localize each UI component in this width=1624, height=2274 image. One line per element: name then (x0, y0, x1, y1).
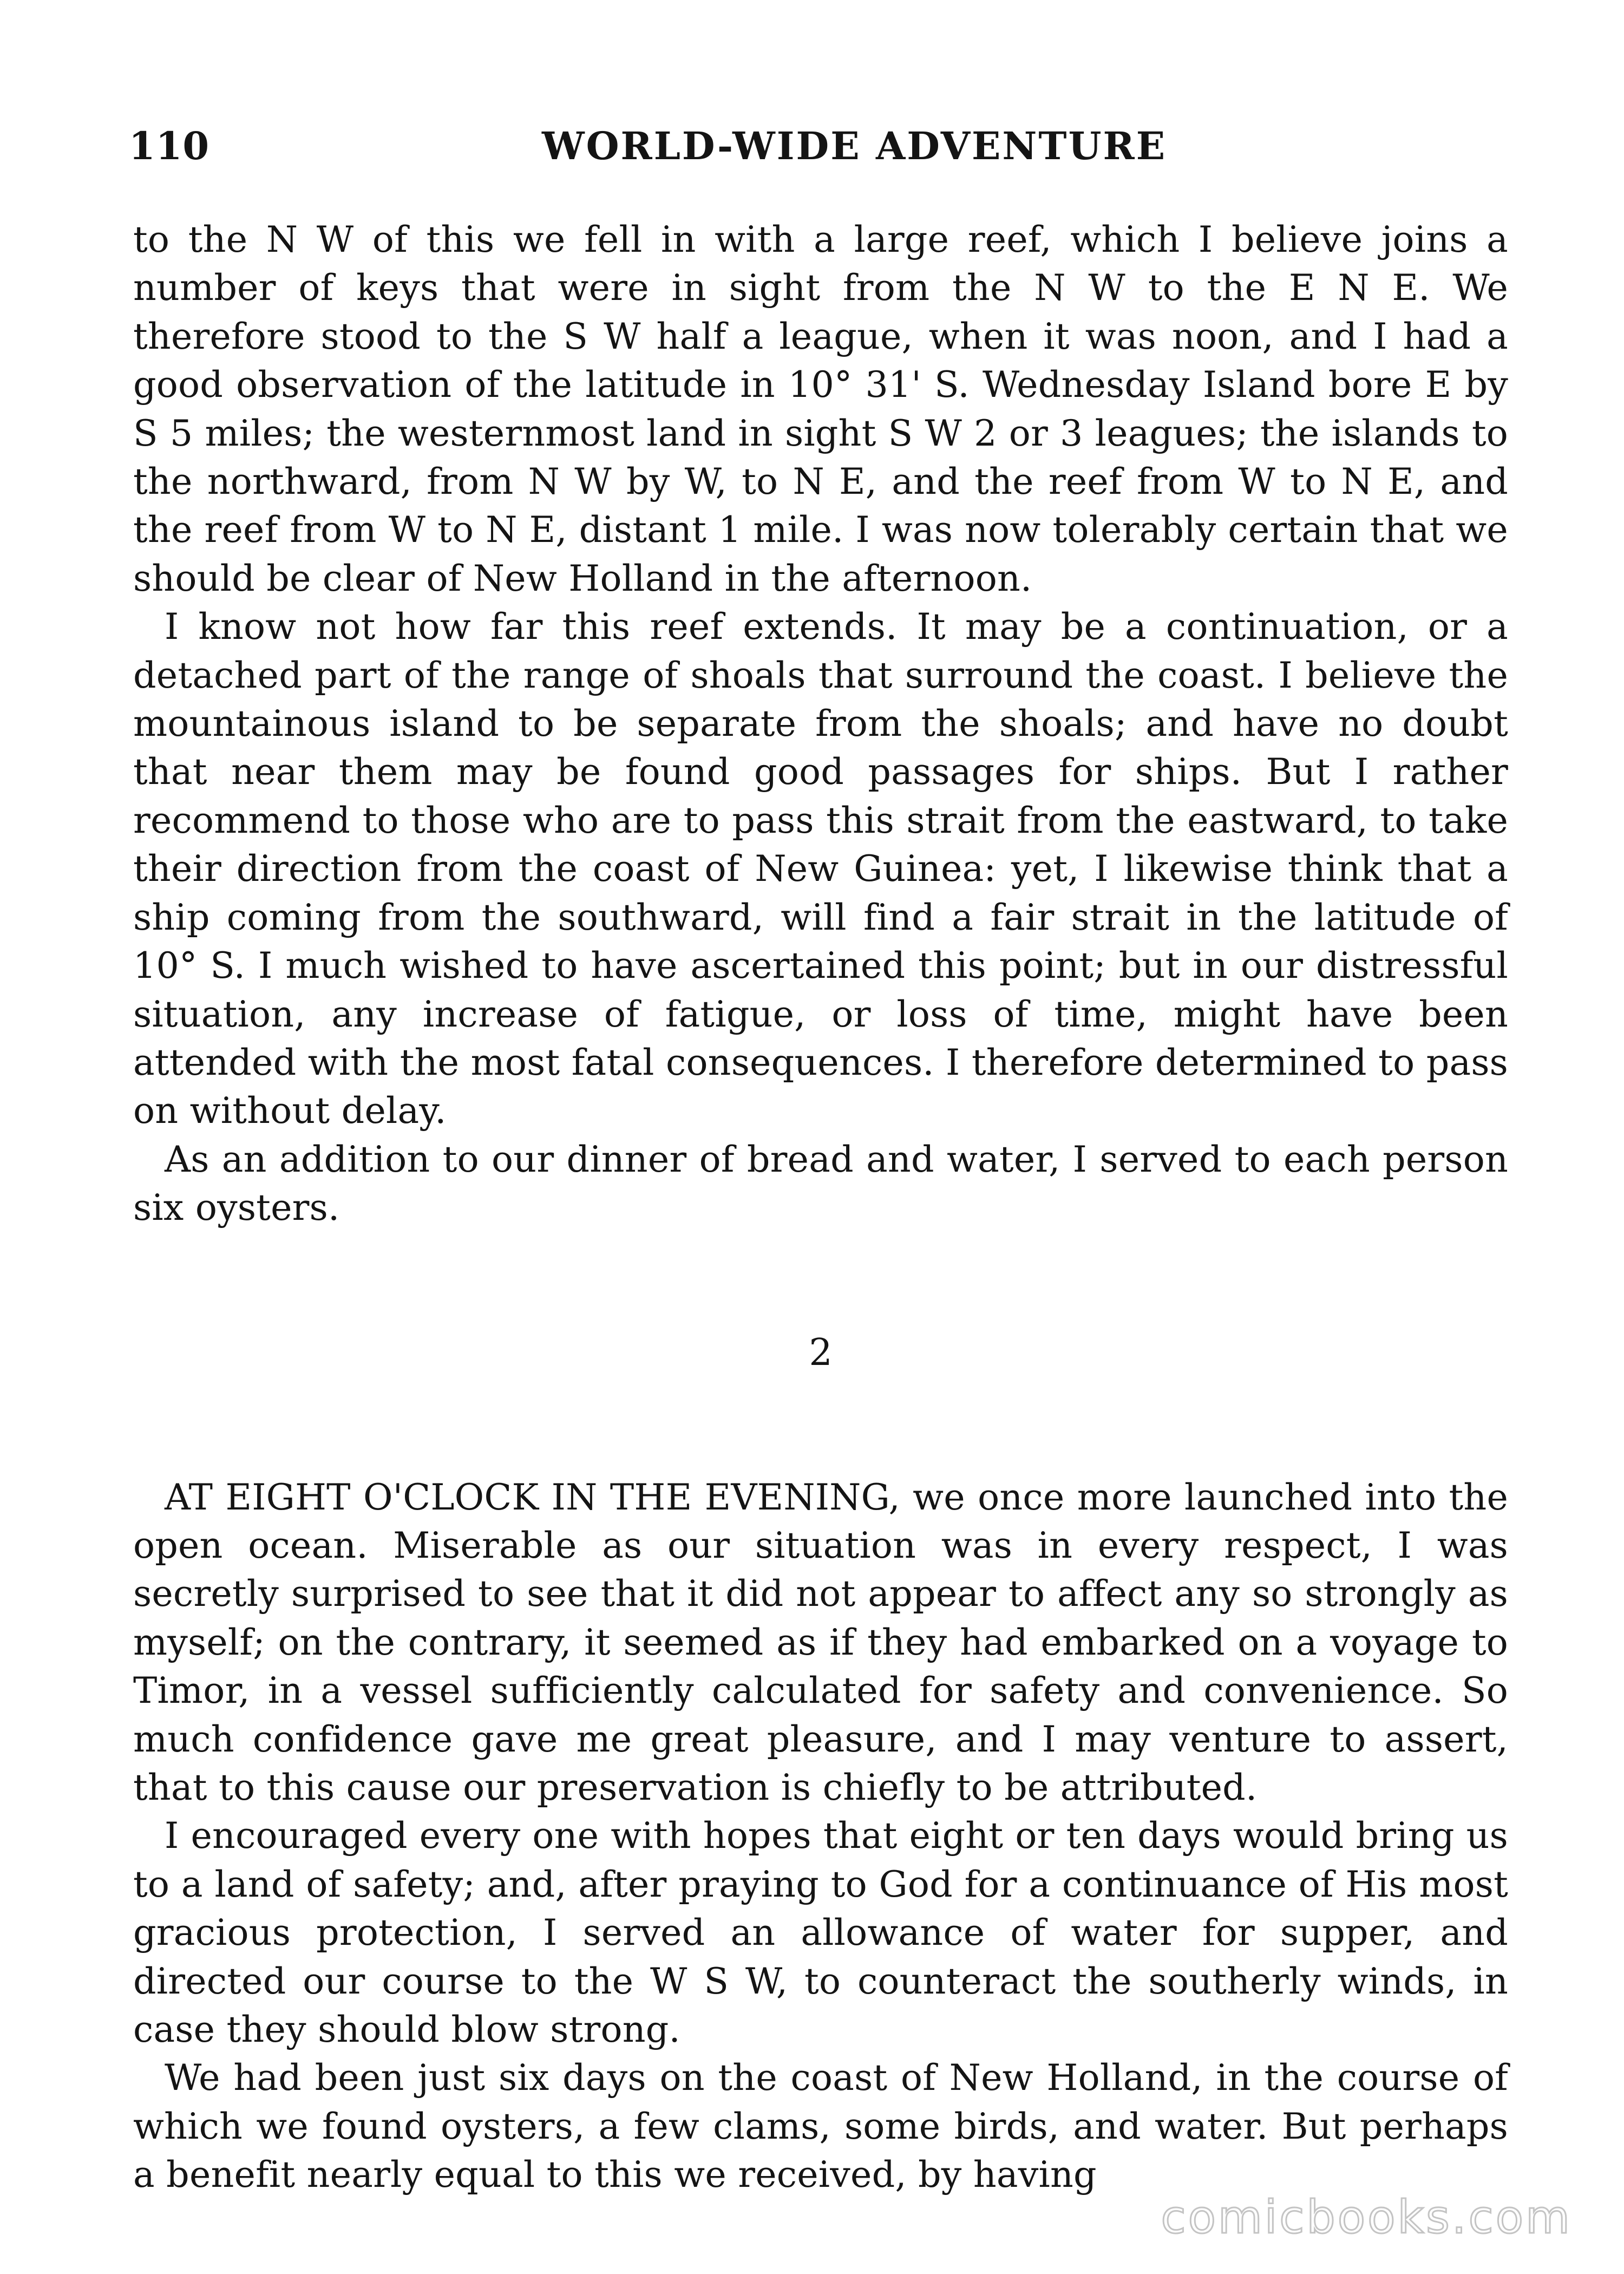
paragraph: to the N W of this we fell in with a large reef, which I believe joins a number of keys that were in sight from the N W to the E N E. We therefore stood to the S W half a league, when it was noon, and I had a good observation of the latitude in 10° 31' S. Wednesday Island bore E by S 5 miles; the westernmost land in sight S W 2 or 3 leagues; the islands to the northward, from N W by W, to N E, and the reef from W to N E, and the reef from W to N E, distant 1 mile. I was now tolerably certain that we should be clear of New Holland in the afternoon. (133, 218, 1508, 599)
page-header (129, 123, 1515, 183)
page-body (133, 215, 1508, 2199)
section-number: 2 (809, 1331, 833, 1374)
paragraph: I encouraged every one with hopes that eight or ten days would bring us to a land of safety; and, after praying to God for a continuance of His most gracious protection, I served an allowance of water for supper, and directed our course to the W S W, to counteract the southerly winds, in case they should blow strong. (133, 1814, 1508, 2050)
page-number: 110 (129, 123, 210, 168)
paragraph: AT EIGHT O'CLOCK IN THE EVENING, we once more launched into the open ocean. Miserable as our situation was in every respect, I was secretly surprised to see that it did not appear to affect any so strongly as myself; on the contrary, it seemed as if they had embarked on a voyage to Timor, in a vessel sufficiently calculated for safety and convenience. So much confidence gave me great pleasure, and I may venture to assert, that to this cause our preservation is chiefly to be attributed. (133, 1475, 1508, 1808)
running-title: WORLD-WIDE ADVENTURE (541, 123, 1167, 168)
paragraph: I know not how far this reef extends. It may be a continuation, or a detached part of the range of shoals that surround the coast. I believe the mountainous island to be separate from the shoals; and have no doubt that near them may be found good passages for ships. But I rather recommend to those who are to pass this strait from the eastward, to take their direction from the coast of New Guinea: yet, I likewise think that a ship coming from the southward, will find a fair strait in the latitude of 10° S. I much wished to have ascertained this point; but in our distressful situation, any increase of fatigue, or loss of time, might have been attended with the most fatal consequences. I therefore determined to pass on without delay. (133, 605, 1508, 1132)
paragraph: We had been just six days on the coast of New Holland, in the course of which we found oysters, a few clams, some birds, and water. But perhaps a benefit nearly equal to this we received, by having (133, 2056, 1508, 2196)
watermark-text: comicbooks.com (1161, 2191, 1572, 2244)
paragraph: As an addition to our dinner of bread and water, I served to each person six oysters. (133, 1138, 1508, 1229)
